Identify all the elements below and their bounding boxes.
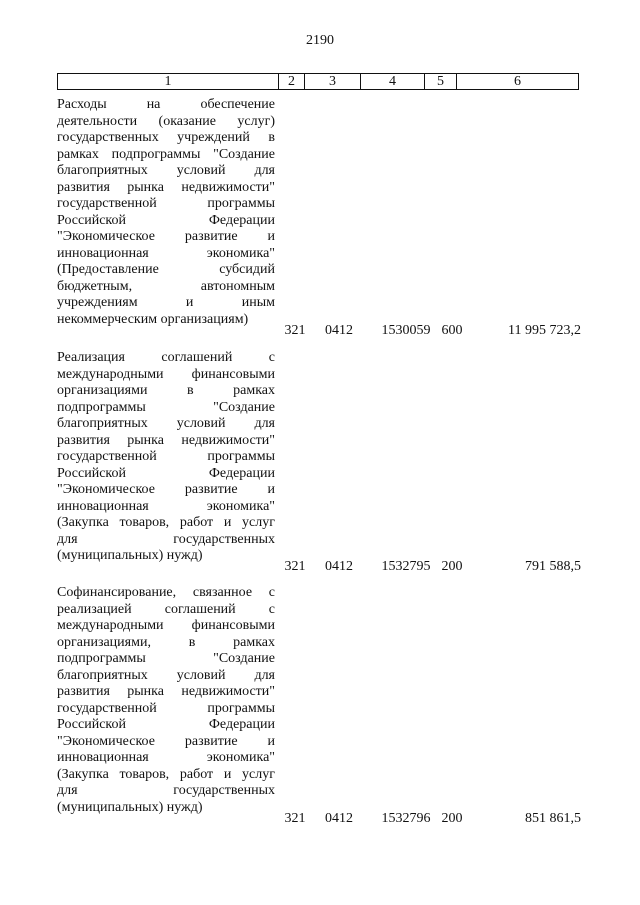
description-line: (Закупка товаров, работ и услуг	[57, 766, 275, 782]
cell-expense-type: 200	[441, 811, 463, 826]
row-description	[57, 350, 275, 565]
cell-gov: 321	[284, 323, 306, 338]
cell-gov: 321	[284, 811, 306, 826]
column-header-2: 2	[279, 74, 305, 90]
column-header-table	[57, 73, 579, 90]
description-line: (муниципальных) нужд)	[57, 548, 203, 563]
description-line: рамках подпрограммы "Создание	[57, 146, 275, 162]
description-line: для государственных	[57, 531, 275, 547]
column-header-5: 5	[425, 74, 457, 90]
cell-expense-type: 200	[441, 559, 463, 574]
cell-section: 0412	[325, 323, 353, 338]
description-line: развития рынка недвижимости"	[57, 432, 275, 448]
cell-target: 1532795	[381, 559, 431, 574]
description-line: Расходы на обеспечение	[57, 97, 275, 112]
column-header-3: 3	[305, 74, 361, 90]
description-line: государственных учреждений в	[57, 130, 275, 145]
description-line: "Экономическое развитие и	[57, 733, 275, 749]
description-line: инновационная экономика"	[57, 750, 275, 765]
description-line: Российской Федерации	[57, 717, 275, 732]
description-line: благоприятных условий для	[57, 667, 275, 683]
description-line: организациями, в рамках	[57, 634, 275, 650]
description-line: Российской Федерации	[57, 212, 275, 228]
description-line: государственной программы	[57, 449, 275, 464]
page-number: 2190	[306, 33, 334, 48]
description-line: развития рынка недвижимости"	[57, 684, 275, 699]
description-line: Софинансирование, связанное с	[57, 585, 275, 600]
description-line: (Предоставление субсидий	[57, 262, 275, 277]
cell-target: 1530059	[381, 323, 431, 338]
description-line: учреждениям и иным	[57, 295, 275, 310]
description-line: некоммерческим организациям)	[57, 311, 249, 327]
cell-target: 1532796	[381, 811, 431, 826]
description-line: Реализация соглашений с	[57, 350, 275, 365]
description-line: для государственных	[57, 783, 275, 798]
row-description	[57, 97, 275, 328]
description-line: международными финансовыми	[57, 366, 275, 382]
cell-section: 0412	[325, 559, 353, 574]
cell-gov: 321	[284, 559, 306, 574]
description-line: деятельности (оказание услуг)	[57, 113, 275, 129]
column-header-4: 4	[361, 74, 425, 90]
description-line: организациями в рамках	[57, 383, 275, 398]
description-line: государственной программы	[57, 196, 275, 211]
column-header-6: 6	[457, 74, 579, 90]
description-line: "Экономическое развитие и	[57, 482, 275, 497]
row-description	[57, 585, 275, 816]
description-line: реализацией соглашений с	[57, 601, 275, 617]
cell-amount: 791 588,5	[525, 559, 581, 574]
cell-expense-type: 600	[441, 323, 463, 338]
description-line: (муниципальных) нужд)	[57, 799, 203, 815]
description-line: инновационная экономика"	[57, 498, 275, 514]
cell-amount: 851 861,5	[525, 811, 581, 826]
column-header-row	[58, 74, 579, 90]
cell-amount: 11 995 723,2	[508, 323, 581, 338]
description-line: государственной программы	[57, 700, 275, 716]
description-line: (Закупка товаров, работ и услуг	[57, 515, 275, 530]
description-line: "Экономическое развитие и	[57, 229, 275, 244]
cell-section: 0412	[325, 811, 353, 826]
description-line: международными финансовыми	[57, 618, 275, 633]
description-line: развития рынка недвижимости"	[57, 179, 275, 195]
description-line: инновационная экономика"	[57, 245, 275, 261]
column-header-1: 1	[58, 74, 279, 90]
description-line: бюджетным, автономным	[57, 278, 275, 294]
description-line: благоприятных условий для	[57, 416, 275, 431]
description-line: благоприятных условий для	[57, 163, 275, 178]
description-line: Российской Федерации	[57, 465, 275, 481]
description-line: подпрограммы "Создание	[57, 651, 275, 666]
description-line: подпрограммы "Создание	[57, 399, 275, 415]
